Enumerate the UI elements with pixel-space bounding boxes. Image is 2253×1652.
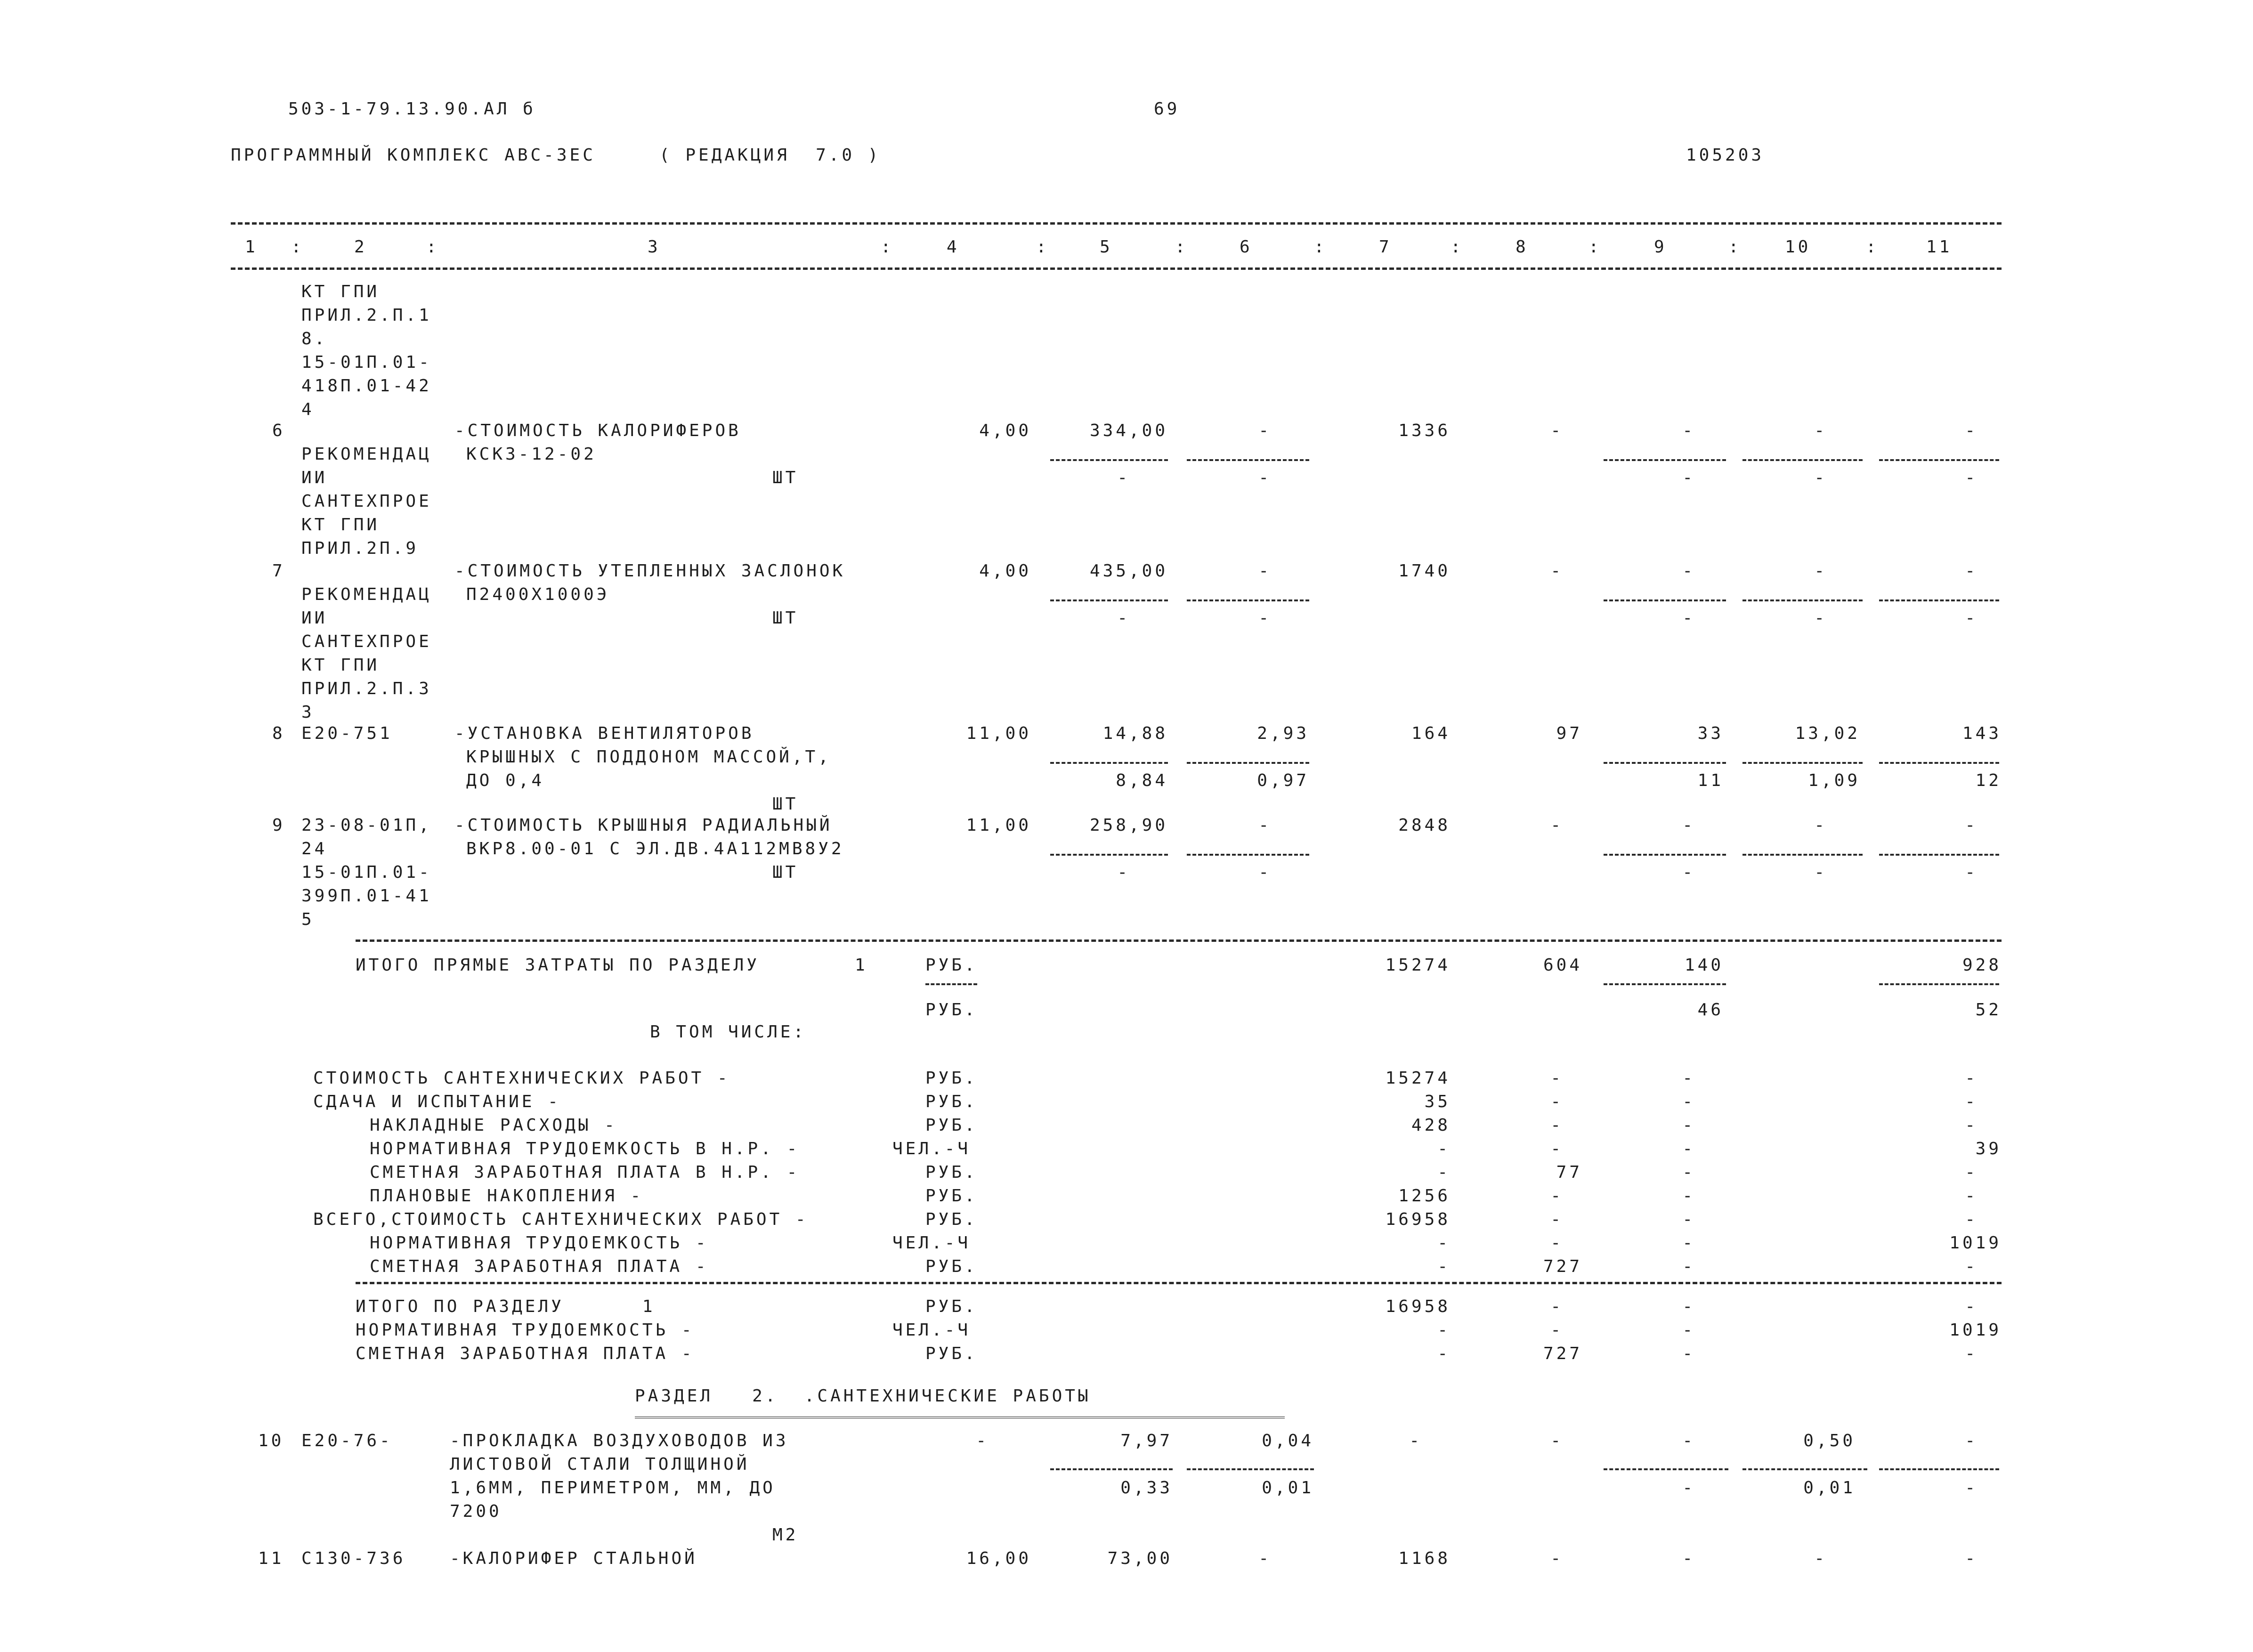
doc-number: 105203: [1686, 146, 1765, 165]
code-line: 8.: [301, 329, 328, 348]
sub-rule: [1879, 459, 1999, 461]
sub-rule: [1742, 459, 1863, 461]
col10-b: -: [1814, 608, 1827, 628]
total-col11-b: 52: [1975, 1000, 2002, 1020]
total-label: ИТОГО ПРЯМЫЕ ЗАТРАТЫ ПО РАЗДЕЛУ: [356, 956, 760, 975]
breakdown-col7: 1256: [1398, 1186, 1451, 1206]
item-description: -СТОИМОСТЬ УТЕПЛЕННЫХ ЗАСЛОНОК: [454, 561, 846, 581]
col5-b: 8,84: [1116, 771, 1168, 790]
sub-rule: [1050, 854, 1168, 856]
breakdown-label: ВСЕГО,СТОИМОСТЬ САНТЕХНИЧЕСКИХ РАБОТ -: [313, 1210, 809, 1229]
breakdown-unit: РУБ.: [925, 1116, 978, 1135]
unit: ШТ: [772, 863, 799, 882]
col6-b: -: [1258, 863, 1272, 882]
sub-rule: [1187, 459, 1309, 461]
col5: 73,00: [1107, 1549, 1173, 1568]
item-description: -КАЛОРИФЕР СТАЛЬНОЙ: [450, 1549, 697, 1568]
col9: -: [1682, 1549, 1695, 1568]
summary-col8: -: [1550, 1320, 1564, 1340]
row-number: 8: [272, 724, 285, 743]
breakdown-col11: 39: [1975, 1139, 2002, 1158]
code-line: РЕКОМЕНДАЦ: [301, 585, 432, 604]
breakdown-col8: 77: [1556, 1163, 1582, 1182]
breakdown-col8: -: [1550, 1116, 1564, 1135]
breakdown-col9: -: [1682, 1116, 1695, 1135]
col10: -: [1814, 1549, 1827, 1568]
col11-b: 12: [1975, 771, 2002, 790]
breakdown-unit: РУБ.: [925, 1186, 978, 1206]
col7: -: [1409, 1431, 1422, 1450]
col-sep: :: [426, 237, 439, 257]
breakdown-col8: -: [1550, 1069, 1564, 1088]
summary-label: НОРМАТИВНАЯ ТРУДОЕМКОСТЬ -: [356, 1320, 695, 1340]
breakdown-col9: -: [1682, 1210, 1695, 1229]
col-header-10: 10: [1785, 237, 1811, 257]
col-header-6: 6: [1240, 237, 1253, 257]
col6-b: 0,01: [1262, 1478, 1314, 1498]
breakdown-col9: -: [1682, 1163, 1695, 1182]
qty: -: [976, 1431, 989, 1450]
qty: 16,00: [966, 1549, 1031, 1568]
breakdown-col9: -: [1682, 1257, 1695, 1276]
summary-col11: 1019: [1949, 1320, 2002, 1340]
sub-rule: [1187, 762, 1309, 764]
section-2-title: РАЗДЕЛ 2. .САНТЕХНИЧЕСКИЕ РАБОТЫ: [635, 1386, 1091, 1406]
col6-b: -: [1258, 608, 1272, 628]
col6-b: 0,97: [1257, 771, 1309, 790]
col10: -: [1814, 561, 1827, 581]
row-number: 7: [272, 561, 285, 581]
code-line: САНТЕХПРОЕ: [301, 492, 432, 511]
breakdown-col11: -: [1965, 1257, 1978, 1276]
summary-col7: -: [1437, 1320, 1451, 1340]
breakdown-col9: -: [1682, 1139, 1695, 1158]
sub-rule: [1050, 599, 1168, 601]
col9-b: -: [1682, 608, 1695, 628]
col10: 0,50: [1803, 1431, 1856, 1450]
col11: -: [1965, 816, 1978, 835]
col-header-9: 9: [1654, 237, 1667, 257]
sub-rule: [1879, 854, 1999, 856]
item-description: ЛИСТОВОЙ СТАЛИ ТОЛЩИНОЙ: [450, 1455, 750, 1474]
col7: 164: [1411, 724, 1451, 743]
col11-b: -: [1965, 608, 1978, 628]
breakdown-label: СМЕТНАЯ ЗАРАБОТНАЯ ПЛАТА В Н.Р. -: [370, 1163, 800, 1182]
summary-unit: РУБ.: [925, 1297, 978, 1316]
including-label: В ТОМ ЧИСЛЕ:: [650, 1022, 807, 1042]
sub-rule: [1187, 854, 1309, 856]
code-line: ПРИЛ.2.П.1: [301, 306, 432, 325]
sub-rule: [1604, 1468, 1728, 1470]
breakdown-col11: -: [1965, 1116, 1978, 1135]
code-line: КТ ГПИ: [301, 515, 380, 534]
qty: 4,00: [979, 421, 1031, 440]
col-sep: :: [1866, 237, 1879, 257]
breakdown-col7: -: [1437, 1163, 1451, 1182]
breakdown-label: СМЕТНАЯ ЗАРАБОТНАЯ ПЛАТА -: [370, 1257, 709, 1276]
col5: 258,90: [1089, 816, 1168, 835]
col-sep: :: [1728, 237, 1742, 257]
col11-b: -: [1965, 863, 1978, 882]
breakdown-unit: РУБ.: [925, 1069, 978, 1088]
code-line: 15-01П.01-: [301, 863, 432, 882]
col-sep: :: [1175, 237, 1188, 257]
item-description: -ПРОКЛАДКА ВОЗДУХОВОДОВ ИЗ: [450, 1431, 789, 1450]
item-description: -СТОИМОСТЬ КАЛОРИФЕРОВ: [454, 421, 741, 440]
doc-code: 503-1-79.13.90.АЛ б: [288, 99, 536, 119]
total-unit: РУБ.: [925, 956, 978, 975]
col7: 1740: [1398, 561, 1451, 581]
breakdown-col9: -: [1682, 1186, 1695, 1206]
breakdown-unit: РУБ.: [925, 1257, 978, 1276]
col-header-8: 8: [1516, 237, 1529, 257]
breakdown-col8: -: [1550, 1139, 1564, 1158]
item-description: 1,6ММ, ПЕРИМЕТРОМ, ММ, ДО: [450, 1478, 776, 1498]
item-description: -УСТАНОВКА ВЕНТИЛЯТОРОВ: [454, 724, 754, 743]
sub-rule: [1187, 1468, 1314, 1470]
summary-col11: -: [1965, 1344, 1978, 1363]
item-code: Е20-751: [301, 724, 393, 743]
summary-rule: [356, 1282, 2002, 1284]
breakdown-label: СДАЧА И ИСПЫТАНИЕ -: [313, 1092, 561, 1111]
item-code: Е20-76-: [301, 1431, 393, 1450]
breakdown-col9: -: [1682, 1233, 1695, 1253]
summary-col9: -: [1682, 1320, 1695, 1340]
breakdown-label: ПЛАНОВЫЕ НАКОПЛЕНИЯ -: [370, 1186, 644, 1206]
header-rule-top: [231, 222, 2002, 225]
col6: 2,93: [1257, 724, 1309, 743]
breakdown-col7: 15274: [1385, 1069, 1451, 1088]
col6-b: -: [1258, 468, 1272, 487]
sub-rule: [1604, 854, 1726, 856]
col-sep: :: [1036, 237, 1049, 257]
total-col8: 604: [1543, 956, 1582, 975]
breakdown-label: НОРМАТИВНАЯ ТРУДОЕМКОСТЬ -: [370, 1233, 709, 1253]
unit: ШТ: [772, 608, 799, 628]
col9-b: -: [1682, 863, 1695, 882]
breakdown-col11: -: [1965, 1186, 1978, 1206]
total-col9: 140: [1684, 956, 1724, 975]
col6: 0,04: [1262, 1431, 1314, 1450]
unit: М2: [772, 1525, 799, 1545]
breakdown-col11: -: [1965, 1163, 1978, 1182]
breakdown-col11: -: [1965, 1210, 1978, 1229]
summary-col7: -: [1437, 1344, 1451, 1363]
breakdown-unit: РУБ.: [925, 1092, 978, 1111]
summary-col7: 16958: [1385, 1297, 1451, 1316]
code-line: ПРИЛ.2.П.3: [301, 679, 432, 698]
sub-rule: [925, 983, 977, 985]
col9-b: -: [1682, 468, 1695, 487]
row-number: 6: [272, 421, 285, 440]
code-line: ИИ: [301, 608, 328, 628]
sub-rule: [1879, 599, 1999, 601]
code-line: 418П.01-42: [301, 376, 432, 396]
col-header-11: 11: [1926, 237, 1953, 257]
col10-b: -: [1814, 468, 1827, 487]
page-number: 69: [1154, 99, 1180, 119]
col5-b: -: [1117, 863, 1130, 882]
col9: -: [1682, 816, 1695, 835]
item-description: КСК3-12-02: [466, 445, 597, 464]
breakdown-col8: -: [1550, 1186, 1564, 1206]
col6: -: [1258, 561, 1272, 581]
col10: -: [1814, 816, 1827, 835]
col11-b: -: [1965, 468, 1978, 487]
col11: -: [1965, 1431, 1978, 1450]
col11: -: [1965, 1549, 1978, 1568]
col11: -: [1965, 561, 1978, 581]
breakdown-label: НАКЛАДНЫЕ РАСХОДЫ -: [370, 1116, 617, 1135]
breakdown-col7: 16958: [1385, 1210, 1451, 1229]
total-unit-b: РУБ.: [925, 1000, 978, 1020]
item-description: П2400Х1000Э: [466, 585, 610, 604]
col7: 1168: [1398, 1549, 1451, 1568]
col9: -: [1682, 421, 1695, 440]
breakdown-col7: -: [1437, 1233, 1451, 1253]
sub-rule: [1604, 599, 1726, 601]
col8: -: [1550, 1549, 1564, 1568]
col-sep: :: [291, 237, 304, 257]
breakdown-col11: 1019: [1949, 1233, 2002, 1253]
code-line: ПРИЛ.2П.9: [301, 539, 419, 558]
sub-rule: [1879, 983, 1999, 985]
breakdown-col8: -: [1550, 1092, 1564, 1111]
col5-b: 0,33: [1120, 1478, 1173, 1498]
program-title: ПРОГРАММНЫЙ КОМПЛЕКС АВС-3ЕС: [231, 146, 596, 165]
row-number: 10: [258, 1431, 284, 1450]
col10-b: 0,01: [1803, 1478, 1856, 1498]
col10: 13,02: [1795, 724, 1860, 743]
sub-rule: [1050, 1468, 1173, 1470]
breakdown-unit: РУБ.: [925, 1163, 978, 1182]
col6: -: [1258, 1549, 1272, 1568]
unit: ШТ: [772, 468, 799, 487]
unit: ШТ: [772, 794, 799, 814]
col9-b: -: [1682, 1478, 1695, 1498]
summary-col9: -: [1682, 1297, 1695, 1316]
col8: -: [1550, 1431, 1564, 1450]
breakdown-col11: -: [1965, 1069, 1978, 1088]
col9: 33: [1697, 724, 1724, 743]
sub-rule: [1742, 762, 1863, 764]
col10-b: 1,09: [1808, 771, 1860, 790]
sub-rule: [1742, 854, 1863, 856]
code-line: 5: [301, 910, 315, 929]
sub-rule: [1742, 1468, 1867, 1470]
breakdown-unit: ЧЕЛ.-Ч: [892, 1139, 971, 1158]
edition: ( РЕДАКЦИЯ 7.0 ): [659, 146, 881, 165]
header-rule-bottom: [231, 267, 2002, 270]
row-number: 11: [258, 1549, 284, 1568]
breakdown-col9: -: [1682, 1092, 1695, 1111]
qty: 11,00: [966, 816, 1031, 835]
item-description: -СТОИМОСТЬ КРЫШНЫЯ РАДИАЛЬНЫЙ: [454, 816, 833, 835]
col-header-7: 7: [1379, 237, 1392, 257]
item-description: ДО 0,4: [466, 771, 545, 790]
qty: 11,00: [966, 724, 1031, 743]
code-line: 4: [301, 400, 315, 419]
item-code: С130-736: [301, 1549, 406, 1568]
col10-b: -: [1814, 863, 1827, 882]
col5: 334,00: [1089, 421, 1168, 440]
col-header-1: 1: [245, 237, 258, 257]
code-line: ИИ: [301, 468, 328, 487]
code-line: РЕКОМЕНДАЦ: [301, 445, 432, 464]
col-sep: :: [1588, 237, 1602, 257]
item-description: ВКР8.00-01 С ЭЛ.ДВ.4А112МВ8У2: [466, 839, 844, 858]
col9-b: 11: [1697, 771, 1724, 790]
col8: -: [1550, 421, 1564, 440]
total-rule: [356, 939, 2002, 942]
col5: 14,88: [1102, 724, 1168, 743]
col-sep: :: [1314, 237, 1327, 257]
sub-rule: [1879, 1468, 1999, 1470]
col5: 7,97: [1120, 1431, 1173, 1450]
code-line: 24: [301, 839, 328, 858]
breakdown-col8: -: [1550, 1233, 1564, 1253]
col-sep: :: [1451, 237, 1464, 257]
col10: -: [1814, 421, 1827, 440]
code-line: 23-08-01П,: [301, 816, 432, 835]
code-line: КТ ГПИ: [301, 656, 380, 675]
col9: -: [1682, 1431, 1695, 1450]
sub-rule: [1604, 459, 1726, 461]
code-line: КТ ГПИ: [301, 282, 380, 301]
item-description: 7200: [450, 1502, 502, 1521]
col6: -: [1258, 421, 1272, 440]
breakdown-col7: -: [1437, 1139, 1451, 1158]
sub-rule: [1050, 762, 1168, 764]
code-line: 3: [301, 703, 315, 722]
col5-b: -: [1117, 608, 1130, 628]
col-header-5: 5: [1100, 237, 1113, 257]
summary-label: ИТОГО ПО РАЗДЕЛУ 1: [356, 1297, 656, 1316]
col-header-2: 2: [354, 237, 367, 257]
sub-rule: [1604, 762, 1726, 764]
col-sep: :: [881, 237, 894, 257]
col-header-4: 4: [947, 237, 960, 257]
breakdown-col7: 35: [1424, 1092, 1451, 1111]
total-col11: 928: [1962, 956, 2002, 975]
col5-b: -: [1117, 468, 1130, 487]
summary-col9: -: [1682, 1344, 1695, 1363]
sub-rule: [1879, 762, 1999, 764]
breakdown-col8: 727: [1543, 1257, 1582, 1276]
breakdown-col7: -: [1437, 1257, 1451, 1276]
breakdown-col9: -: [1682, 1069, 1695, 1088]
breakdown-label: СТОИМОСТЬ САНТЕХНИЧЕСКИХ РАБОТ -: [313, 1069, 730, 1088]
col8: 97: [1556, 724, 1582, 743]
summary-unit: РУБ.: [925, 1344, 978, 1363]
col8: -: [1550, 816, 1564, 835]
code-line: САНТЕХПРОЕ: [301, 632, 432, 651]
sub-rule: [1187, 599, 1309, 601]
total-col9-b: 46: [1697, 1000, 1724, 1020]
breakdown-col7: 428: [1411, 1116, 1451, 1135]
breakdown-unit: РУБ.: [925, 1210, 978, 1229]
breakdown-label: НОРМАТИВНАЯ ТРУДОЕМКОСТЬ В Н.Р. -: [370, 1139, 800, 1158]
col-header-3: 3: [648, 237, 661, 257]
col5: 435,00: [1089, 561, 1168, 581]
col6: -: [1258, 816, 1272, 835]
breakdown-unit: ЧЕЛ.-Ч: [892, 1233, 971, 1253]
total-col7: 15274: [1385, 956, 1451, 975]
item-description: КРЫШНЫХ С ПОДДОНОМ МАССОЙ,Т,: [466, 747, 831, 767]
code-line: 399П.01-41: [301, 886, 432, 906]
summary-col8: 727: [1543, 1344, 1582, 1363]
col8: -: [1550, 561, 1564, 581]
col7: 1336: [1398, 421, 1451, 440]
section-2-underline: [635, 1417, 1285, 1418]
breakdown-col8: -: [1550, 1210, 1564, 1229]
summary-col11: -: [1965, 1297, 1978, 1316]
col7: 2848: [1398, 816, 1451, 835]
sub-rule: [1050, 459, 1168, 461]
col11: -: [1965, 421, 1978, 440]
code-line: 15-01П.01-: [301, 353, 432, 372]
sub-rule: [1604, 983, 1726, 985]
breakdown-col11: -: [1965, 1092, 1978, 1111]
summary-label: СМЕТНАЯ ЗАРАБОТНАЯ ПЛАТА -: [356, 1344, 695, 1363]
total-section-number: 1: [855, 956, 868, 975]
qty: 4,00: [979, 561, 1031, 581]
col11: 143: [1962, 724, 2002, 743]
summary-unit: ЧЕЛ.-Ч: [892, 1320, 971, 1340]
sub-rule: [1742, 599, 1863, 601]
col11-b: -: [1965, 1478, 1978, 1498]
row-number: 9: [272, 816, 285, 835]
summary-col8: -: [1550, 1297, 1564, 1316]
col9: -: [1682, 561, 1695, 581]
